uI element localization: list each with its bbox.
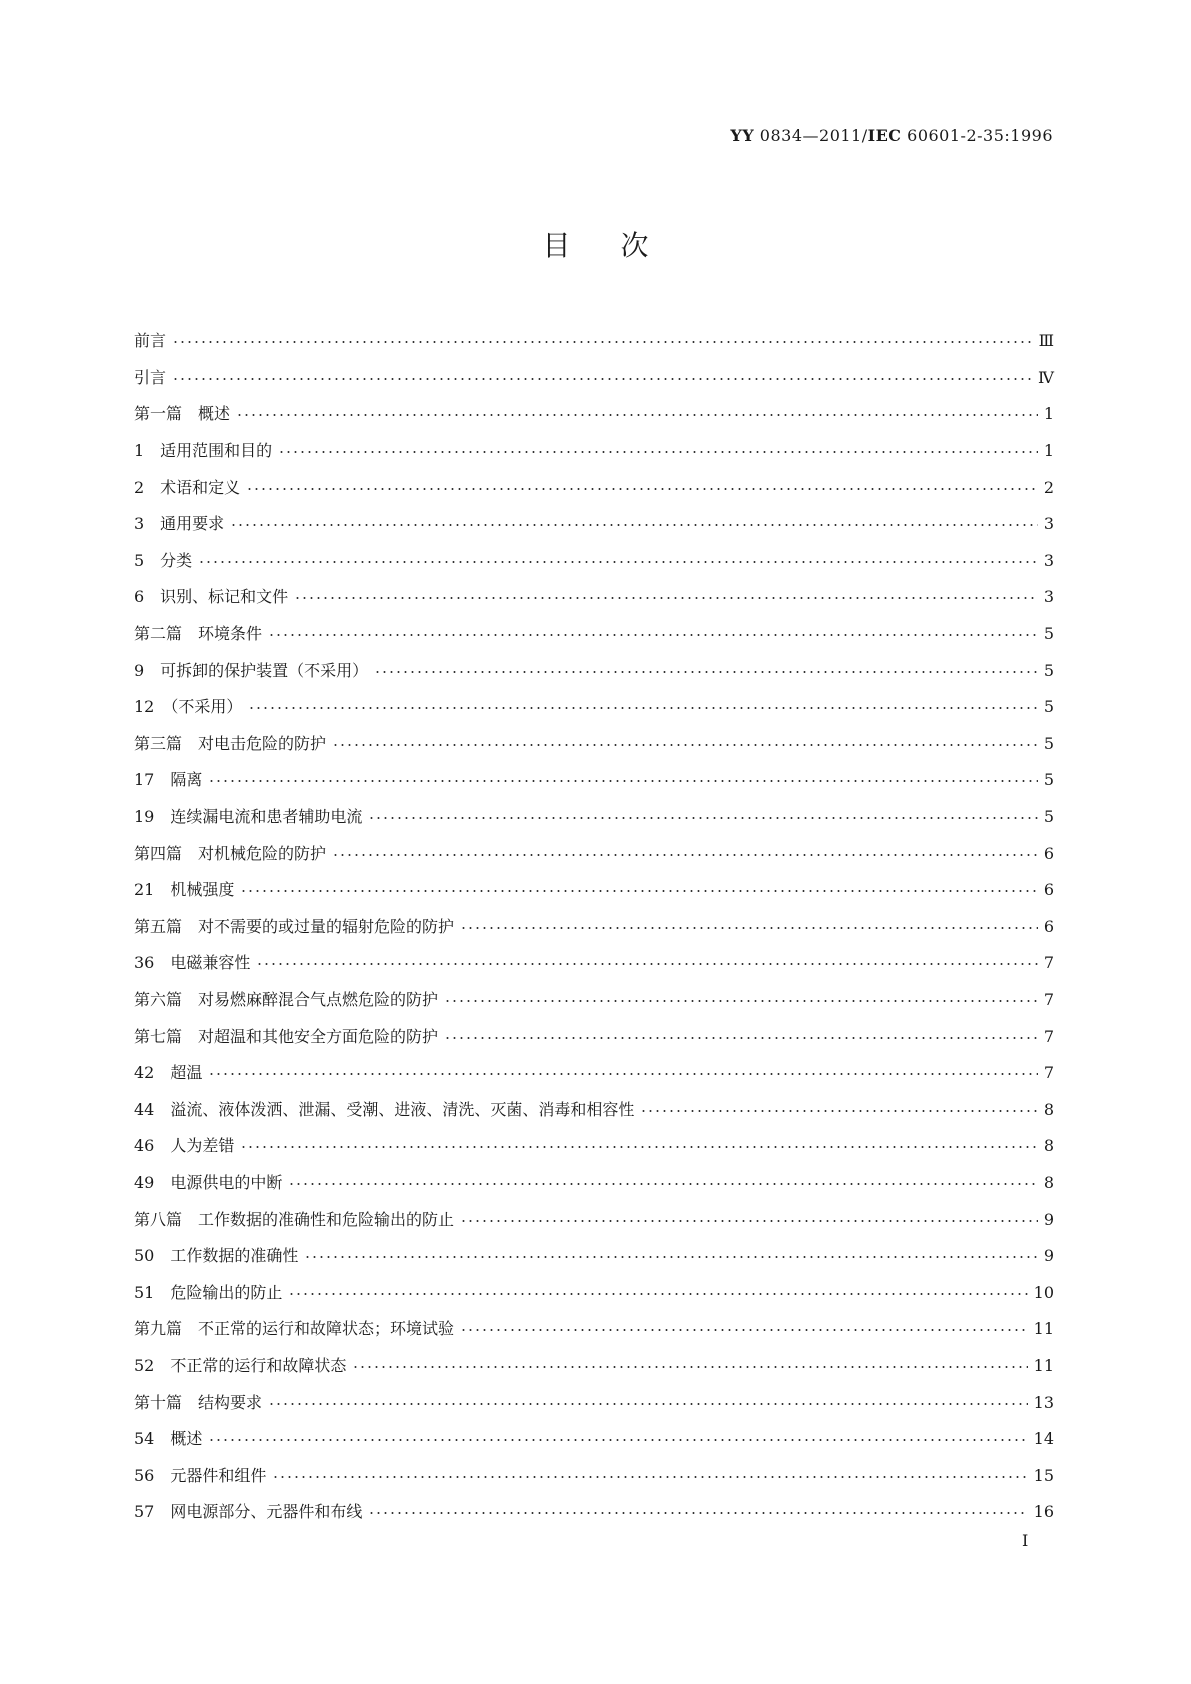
toc-entry-title: 54 概述	[134, 1429, 203, 1449]
toc-entry-title: 12 （不采用）	[134, 697, 243, 717]
toc-entry-title: 第七篇 对超温和其他安全方面危险的防护	[134, 1026, 439, 1046]
toc-entry-title: 36 电磁兼容性	[134, 953, 251, 973]
toc-entry-page: 9	[1043, 1209, 1054, 1229]
toc-dot-leader	[460, 927, 1038, 929]
toc-entry[interactable]	[134, 360, 1054, 397]
toc-entry-title: 21 机械强度	[134, 880, 235, 900]
toc-dot-leader	[172, 341, 1033, 343]
toc-entry-page: 3	[1043, 514, 1054, 534]
toc-entry-title: 第二篇 环境条件	[134, 624, 263, 644]
toc-entry-page: 3	[1043, 550, 1054, 570]
toc-dot-leader	[444, 1000, 1038, 1002]
toc-entry[interactable]	[134, 1055, 1054, 1092]
toc-entry-page: 5	[1043, 624, 1054, 644]
toc-entry[interactable]	[134, 909, 1054, 946]
toc-entry-page: 6	[1043, 916, 1054, 936]
toc-dot-leader	[230, 524, 1038, 526]
page-title: 目次	[542, 229, 699, 262]
toc-entry-title: 50 工作数据的准确性	[134, 1246, 299, 1266]
toc-entry[interactable]	[134, 1457, 1054, 1494]
toc-entry-page: 6	[1043, 880, 1054, 900]
toc-entry-page: 5	[1043, 807, 1054, 827]
toc-entry[interactable]	[134, 835, 1054, 872]
toc-entry[interactable]	[134, 543, 1054, 580]
toc-entry-page: 2	[1043, 477, 1054, 497]
toc-dot-leader	[640, 1110, 1037, 1112]
toc-entry-title: 44 溢流、液体泼洒、泄漏、受潮、进液、清洗、灭菌、消毒和相容性	[134, 1099, 635, 1119]
toc-dot-leader	[352, 1366, 1027, 1368]
toc-entry[interactable]	[134, 726, 1054, 763]
toc-entry-page: 5	[1043, 660, 1054, 680]
toc-entry-title: 第十篇 结构要求	[134, 1392, 263, 1412]
toc-entry-title: 6 识别、标记和文件	[134, 587, 289, 607]
toc-entry[interactable]	[134, 323, 1054, 360]
toc-dot-leader	[240, 890, 1037, 892]
toc-dot-leader	[248, 707, 1037, 709]
table-of-contents	[134, 323, 1054, 1531]
toc-entry-page: 5	[1043, 770, 1054, 790]
toc-entry[interactable]	[134, 762, 1054, 799]
toc-entry[interactable]	[134, 1165, 1054, 1202]
toc-entry-page: Ⅲ	[1038, 331, 1054, 351]
toc-entry-page: 9	[1043, 1246, 1054, 1266]
standard-number: 0834—2011/	[754, 126, 868, 145]
toc-dot-leader	[246, 488, 1038, 490]
toc-dot-leader	[374, 671, 1038, 673]
standard-prefix: YY	[730, 126, 755, 145]
page-number: I	[1022, 1531, 1029, 1550]
toc-entry-title: 52 不正常的运行和故障状态	[134, 1355, 347, 1375]
toc-entry-page: 1	[1043, 404, 1054, 424]
toc-entry-title: 1 适用范围和目的	[134, 441, 273, 461]
toc-dot-leader	[198, 561, 1038, 563]
toc-entry[interactable]	[134, 652, 1054, 689]
toc-dot-leader	[460, 1329, 1028, 1331]
toc-entry-title: 42 超温	[134, 1063, 203, 1083]
iec-number: 60601-2-35:1996	[901, 126, 1053, 145]
toc-entry-title: 2 术语和定义	[134, 477, 241, 497]
toc-entry[interactable]	[134, 469, 1054, 506]
toc-entry-page: 10	[1033, 1282, 1054, 1302]
toc-entry-title: 17 隔离	[134, 770, 203, 790]
toc-entry-page: 1	[1043, 441, 1054, 461]
toc-entry[interactable]	[134, 1091, 1054, 1128]
toc-entry-title: 第五篇 对不需要的或过量的辐射危险的防护	[134, 916, 455, 936]
toc-dot-leader	[208, 1439, 1027, 1441]
toc-entry[interactable]	[134, 689, 1054, 726]
toc-entry-page: 15	[1033, 1465, 1054, 1485]
toc-entry-page: 16	[1033, 1502, 1054, 1522]
toc-dot-leader	[256, 963, 1037, 965]
toc-entry-title: 5 分类	[134, 550, 193, 570]
toc-entry[interactable]	[134, 1348, 1054, 1385]
toc-entry-page: 7	[1043, 989, 1054, 1009]
toc-entry-title: 3 通用要求	[134, 514, 225, 534]
toc-entry-title: 57 网电源部分、元器件和布线	[134, 1502, 363, 1522]
toc-entry-page: 7	[1043, 953, 1054, 973]
toc-entry[interactable]	[134, 1018, 1054, 1055]
toc-entry-title: 第八篇 工作数据的准确性和危险输出的防止	[134, 1209, 455, 1229]
toc-entry-title: 第六篇 对易燃麻醉混合气点燃危险的防护	[134, 989, 439, 1009]
toc-entry-page: 13	[1033, 1392, 1054, 1412]
standard-code-header	[730, 126, 1053, 145]
toc-entry-title: 第一篇 概述	[134, 404, 231, 424]
toc-entry-title: 19 连续漏电流和患者辅助电流	[134, 807, 363, 827]
toc-entry[interactable]	[134, 396, 1054, 433]
toc-dot-leader	[208, 780, 1037, 782]
toc-dot-leader	[332, 744, 1038, 746]
toc-entry-page: 5	[1043, 733, 1054, 753]
toc-entry[interactable]	[134, 1494, 1054, 1531]
toc-dot-leader	[208, 1073, 1037, 1075]
toc-entry-title: 49 电源供电的中断	[134, 1172, 283, 1192]
toc-entry-page: 7	[1043, 1026, 1054, 1046]
toc-entry-page: 8	[1043, 1172, 1054, 1192]
toc-entry[interactable]	[134, 433, 1054, 470]
toc-entry-title: 51 危险输出的防止	[134, 1282, 283, 1302]
toc-entry[interactable]	[134, 982, 1054, 1019]
toc-entry[interactable]	[134, 872, 1054, 909]
toc-entry[interactable]	[134, 1128, 1054, 1165]
toc-dot-leader	[288, 1183, 1037, 1185]
toc-dot-leader	[272, 1476, 1027, 1478]
toc-entry-title: 第九篇 不正常的运行和故障状态；环境试验	[134, 1319, 455, 1339]
toc-entry-title: 前言	[134, 331, 167, 351]
toc-entry[interactable]	[134, 1201, 1054, 1238]
toc-entry[interactable]	[134, 579, 1054, 616]
toc-entry-title: 第三篇 对电击危险的防护	[134, 733, 327, 753]
toc-entry-title: 引言	[134, 367, 167, 387]
toc-entry[interactable]	[134, 1421, 1054, 1458]
toc-entry-page: 8	[1043, 1099, 1054, 1119]
toc-entry-title: 46 人为差错	[134, 1136, 235, 1156]
toc-entry-page: 11	[1033, 1319, 1054, 1339]
toc-entry[interactable]	[134, 945, 1054, 982]
toc-entry[interactable]	[134, 1274, 1054, 1311]
toc-dot-leader	[240, 1146, 1037, 1148]
toc-dot-leader	[236, 414, 1038, 416]
toc-entry[interactable]	[134, 1311, 1054, 1348]
toc-entry[interactable]	[134, 799, 1054, 836]
toc-entry-page: 3	[1043, 587, 1054, 607]
toc-entry[interactable]	[134, 506, 1054, 543]
toc-entry-title: 9 可拆卸的保护装置（不采用）	[134, 660, 369, 680]
toc-dot-leader	[368, 817, 1037, 819]
toc-entry-page: 11	[1033, 1355, 1054, 1375]
iec-prefix: IEC	[867, 126, 902, 145]
toc-dot-leader	[460, 1220, 1038, 1222]
toc-dot-leader	[332, 854, 1038, 856]
toc-entry[interactable]	[134, 1384, 1054, 1421]
toc-dot-leader	[304, 1256, 1037, 1258]
toc-dot-leader	[368, 1512, 1027, 1514]
toc-dot-leader	[268, 1403, 1028, 1405]
toc-dot-leader	[288, 1293, 1027, 1295]
toc-dot-leader	[278, 451, 1038, 453]
toc-entry-page: 5	[1043, 697, 1054, 717]
toc-entry[interactable]	[134, 616, 1054, 653]
toc-entry-page: 6	[1043, 843, 1054, 863]
toc-entry-page: 8	[1043, 1136, 1054, 1156]
toc-entry-page: 7	[1043, 1063, 1054, 1083]
toc-dot-leader	[444, 1037, 1038, 1039]
toc-entry-title: 第四篇 对机械危险的防护	[134, 843, 327, 863]
toc-dot-leader	[294, 597, 1038, 599]
toc-entry-page: 14	[1033, 1429, 1054, 1449]
toc-entry-title: 56 元器件和组件	[134, 1465, 267, 1485]
toc-dot-leader	[268, 634, 1038, 636]
toc-entry-page: Ⅳ	[1038, 367, 1054, 387]
toc-entry[interactable]	[134, 1238, 1054, 1275]
toc-dot-leader	[172, 378, 1032, 380]
